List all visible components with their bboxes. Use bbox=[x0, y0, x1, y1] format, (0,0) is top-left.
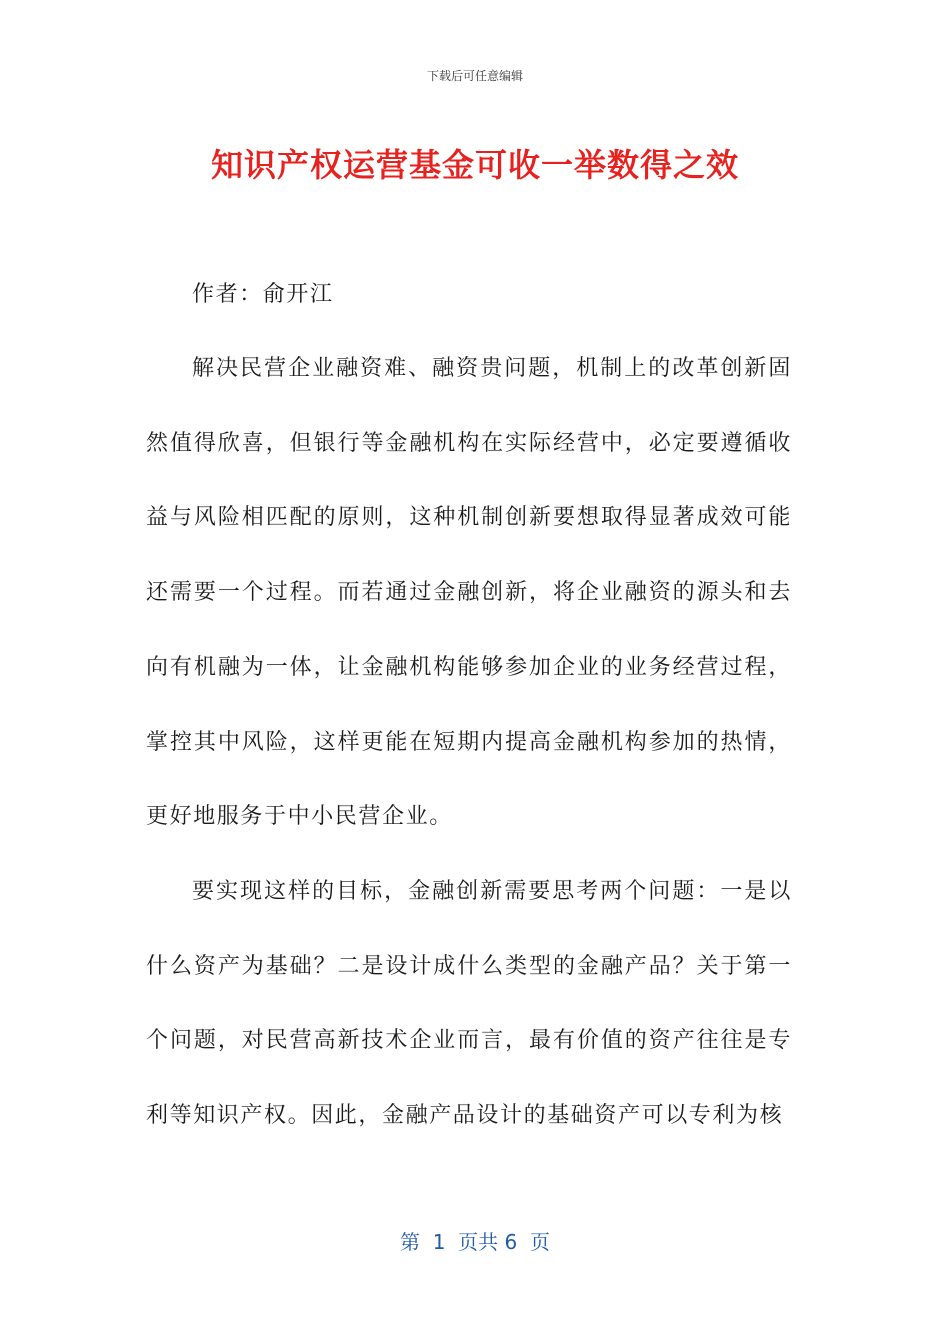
author-line: 作者：俞开江 bbox=[192, 282, 334, 307]
body-paragraph-2: 要实现这样的目标，金融创新需要思考两个问题：一是以什么资产为基础？二是设计成什么类型的金融产品？关于第一个问题，对民营高新技术企业而言，最有价值的资产往往是专利等知识产权。因此，金融产品设计的基础资产可以专利为核 bbox=[146, 879, 792, 1129]
document-title: 知识产权运营基金可收一举数得之效 bbox=[210, 146, 739, 184]
page-footer: 第 1 页共 6 页 bbox=[400, 1230, 550, 1254]
body-paragraph-1: 解决民营企业融资难、融资贵问题，机制上的改革创新固然值得欣喜，但银行等金融机构在实际经营中，必定要遵循收益与风险相匹配的原则，这种机制创新要想取得显著成效可能还需要一个过程。而若通过金融创新，将企业融资的源头和去向有机融为一体，让金融机构能够参加企业的业务经营过程，掌控其中风险，这样更能在短期内提高金融机构参加的热情，更好地服务于中小民营企业。 bbox=[146, 356, 792, 830]
header-note: 下载后可任意编辑 bbox=[426, 69, 523, 83]
